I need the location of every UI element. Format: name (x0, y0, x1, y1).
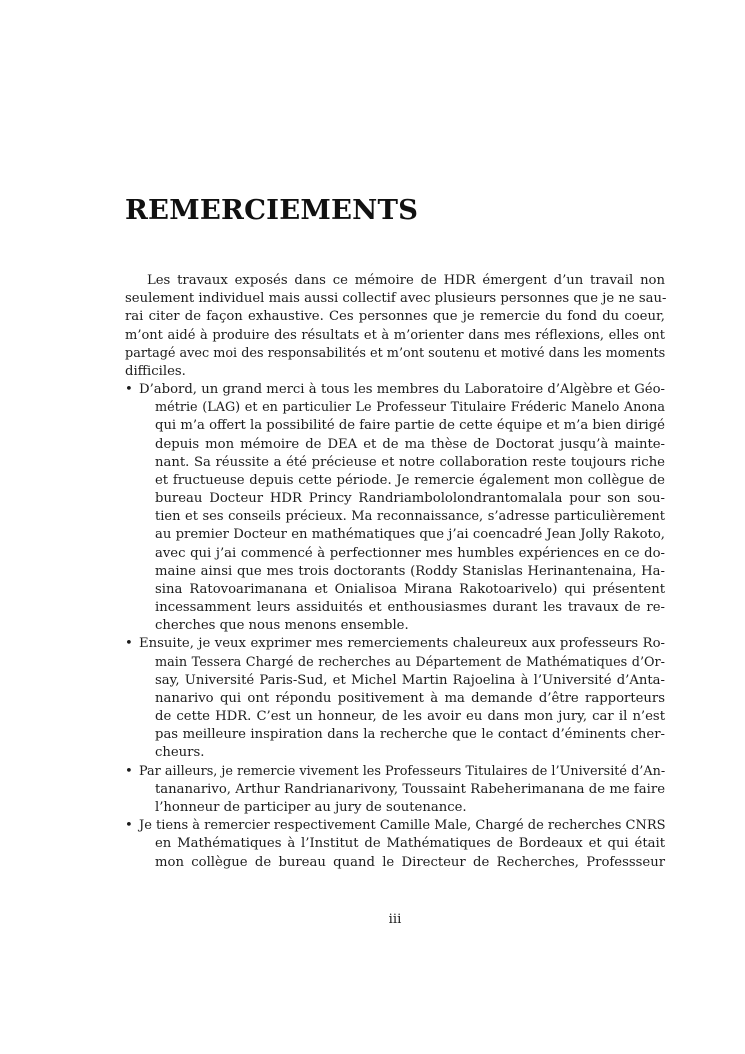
text-line: et fructueuse depuis cette période. Je remercie également mon collègue de (155, 472, 665, 488)
list-item (125, 635, 665, 762)
bullet-icon: • (125, 382, 133, 398)
text-line: Je tiens à remercier respectivement Camille Male, Chargé de recherches CNRS (139, 818, 666, 834)
bullet-icon: • (125, 636, 133, 652)
text-line: main Tessera Chargé de recherches au Département de Mathématiques d’Or- (155, 654, 665, 670)
bullet-icon: • (125, 818, 133, 834)
text-line: pas meilleure inspiration dans la recherche que le contact d’éminents cher- (155, 727, 665, 743)
text-line: incessamment leurs assiduités et enthousiasmes durant les travaux de re- (155, 600, 665, 616)
text-line: tien et ses conseils précieux. Ma reconnaissance, s’adresse particulièrement (155, 509, 665, 525)
text-line: maine ainsi que mes trois doctorants (Roddy Stanislas Herinantenaina, Ha- (155, 563, 665, 579)
page-title: REMERCIEMENTS (125, 194, 419, 226)
text-line: bureau Docteur HDR Princy Randriambololondrantomalala pour son sou- (155, 491, 665, 507)
text-line: mon collègue de bureau quand le Directeur de Recherches, Professseur (155, 854, 665, 870)
intro-paragraph (125, 272, 665, 381)
page-number: iii (388, 912, 402, 927)
text-line: depuis mon mémoire de DEA et de ma thèse de Doctorat jusqu’à mainte- (155, 436, 665, 452)
text-line: Ensuite, je veux exprimer mes remerciements chaleureux aux professeurs Ro- (139, 636, 665, 652)
text-line: métrie (LAG) et en particulier Le Professeur Titulaire Fréderic Manelo Anona (155, 400, 665, 416)
text-line: nant. Sa réussite a été précieuse et notre collaboration reste toujours riche (155, 454, 665, 470)
list-item (125, 763, 665, 818)
text-line: tananarivo, Arthur Randrianarivony, Toussaint Rabeherimanana de me faire (155, 781, 665, 797)
text-line: D’abord, un grand merci à tous les membres du Laboratoire d’Algèbre et Géo- (139, 382, 665, 398)
text-line: cheurs. (155, 745, 205, 761)
text-line: qui m’a offert la possibilité de faire partie de cette équipe et m’a bien dirigé (155, 418, 665, 434)
text-line: rai citer de façon exhaustive. Ces personnes que je remercie du fond du coeur, (125, 309, 665, 325)
body-text (125, 272, 665, 872)
text-line: de cette HDR. C’est un honneur, de les avoir eu dans mon jury, car il n’est (155, 709, 665, 725)
text-line: au premier Docteur en mathématiques que j’ai coencadré Jean Jolly Rakoto, (155, 527, 665, 543)
text-line: avec qui j’ai commencé à perfectionner mes humbles expériences en ce do- (155, 545, 665, 561)
text-line: partagé avec moi des responsabilités et m’ont soutenu et motivé dans les moments (125, 345, 666, 361)
text-line: seulement individuel mais aussi collectif avec plusieurs personnes que je ne sau- (125, 291, 667, 307)
text-line: cherches que nous menons ensemble. (155, 618, 409, 634)
text-line: sina Ratovoarimanana et Onialisoa Mirana Rakotoarivelo) qui présentent (155, 581, 665, 597)
text-line: Par ailleurs, je remercie vivement les Professeurs Titulaires de l’Université d’An- (139, 763, 666, 779)
text-line: difficiles. (125, 363, 186, 379)
bullet-icon: • (125, 763, 133, 779)
text-line: m’ont aidé à produire des résultats et à m’orienter dans mes réflexions, elles ont (125, 327, 665, 343)
text-line: l’honneur de participer au jury de soutenance. (155, 799, 467, 815)
text-line: nanarivo qui ont répondu positivement à ma demande d’être rapporteurs (155, 690, 665, 706)
text-line: say, Université Paris-Sud, et Michel Martin Rajoelina à l’Université d’Anta- (155, 672, 665, 688)
text-line: Les travaux exposés dans ce mémoire de HDR émergent d’un travail non (147, 273, 665, 288)
list-item (125, 817, 665, 872)
text-line: en Mathématiques à l’Institut de Mathématiques de Bordeaux et qui était (155, 836, 665, 852)
list-item (125, 381, 665, 635)
